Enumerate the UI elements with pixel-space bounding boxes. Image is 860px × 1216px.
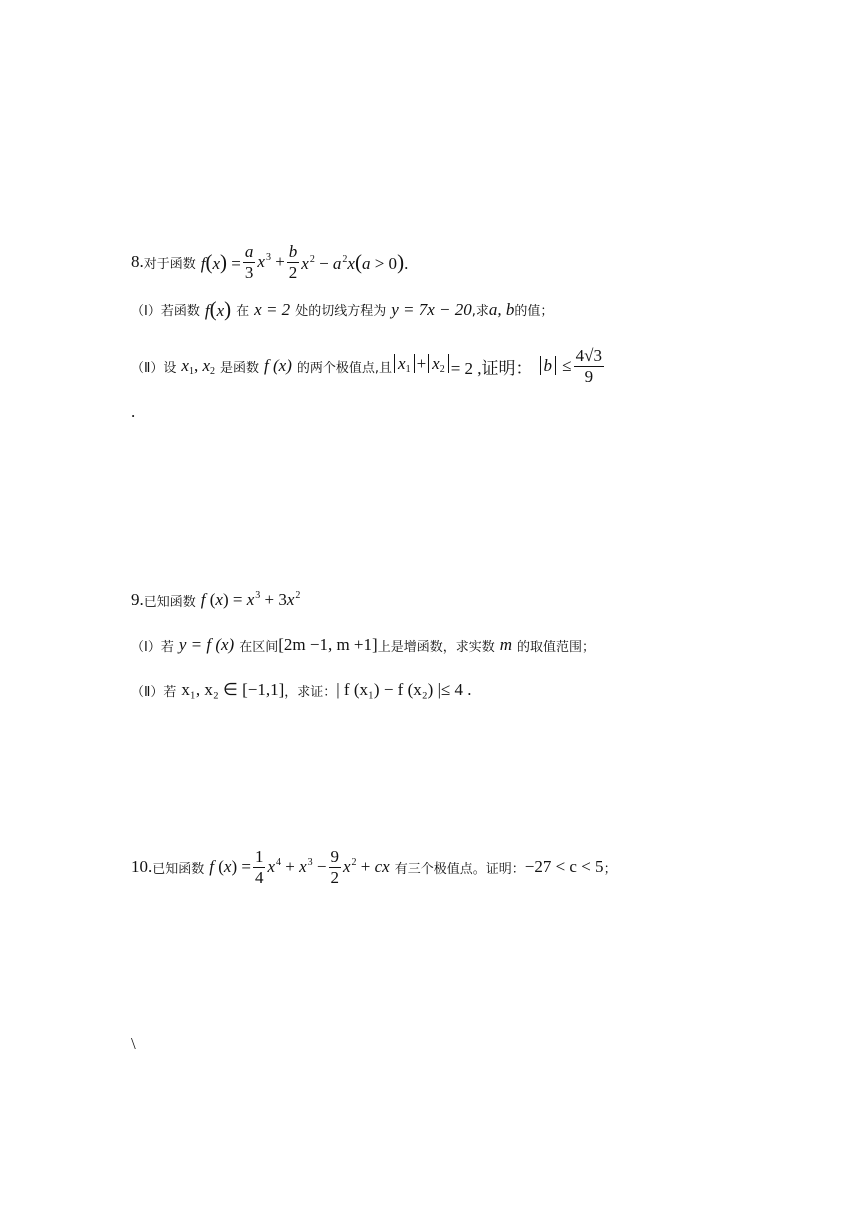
problem-8-fraction-4root3-9: $\frac{4√3}{9}$ bbox=[575, 346, 602, 386]
stray-backslash: \ bbox=[131, 1034, 136, 1053]
problem-8-formula: f(x) = bbox=[200, 249, 241, 274]
problem-9-formula: f $(x) = x^3 + 3x^2$ bbox=[200, 590, 301, 609]
problem-8-part-1: （Ⅰ） 若函数 f(x) 在 x = 2 处的切线方程为 y = 7x − 20 ,求 a, b 的值； bbox=[131, 297, 554, 321]
problem-8-number: 8. bbox=[131, 252, 144, 272]
tangent-line-equation: y = 7x − 20 bbox=[391, 299, 472, 319]
problem-8-fraction-a-3: $\frac{a}{3}$ bbox=[244, 242, 254, 282]
problem-9-statement: 9. 已知函数 f $(x) = x^3 + 3x^2$ bbox=[131, 590, 301, 610]
problem-10-statement: 10. 已知函数 f (x) = $\frac{1}{4}$ $x^4 + x^3$ − $\frac{9}{2}$ $x^2$ + cx 有三个极值点。证明： −27 < c < 5 ； bbox=[131, 847, 617, 887]
inequality-to-prove: | f (x₁) − f (x₂) |≤ 4 . bbox=[336, 680, 472, 699]
problem-10-number: 10. bbox=[131, 857, 153, 877]
problem-9-number: 9. bbox=[131, 590, 144, 609]
problem-9-part-2: （Ⅱ） 若 x₁, x₂ ∈ [−1,1] ，求证： | f (x₁) − f (x₂) |≤ 4 . bbox=[131, 680, 472, 700]
problem-8-part-2: （Ⅱ） 设 $x_1$, $x_2$ 是函数 f (x) 的两个极值点,且 $x_1 + x_2$ = 2 ,证明： b ≤ $\frac{4√3}{9}$ bbox=[131, 346, 602, 386]
problem-10-inequality: −27 < c < 5 bbox=[524, 857, 604, 877]
part-1-label: （Ⅰ） bbox=[131, 304, 161, 319]
part-2-label: （Ⅱ） bbox=[131, 360, 164, 376]
problem-8-lead: 对于函数 bbox=[143, 256, 196, 272]
problem-10-fraction-1-4: $\frac{1}{4}$ bbox=[254, 847, 264, 887]
problem-8-statement: 8. 对于函数 f(x) = $\frac{a}{3}$ $x^3$ + $\frac{b}{2}$ $x^2 - a^2x(a > 0)$. bbox=[131, 242, 409, 282]
function-f-x: f(x) bbox=[204, 297, 232, 321]
problem-8-fraction-b-2: $\frac{b}{2}$ bbox=[288, 242, 298, 282]
problem-9-part-1: （Ⅰ） 若 y = f (x) 在区间 [2m −1, m +1] 上是增函数，求实数 m 的取值范围； bbox=[131, 635, 595, 655]
problem-10-fraction-9-2: $\frac{9}{2}$ bbox=[330, 847, 339, 887]
trailing-dot: . bbox=[131, 402, 136, 421]
interval: [2m −1, m +1] bbox=[278, 635, 378, 654]
